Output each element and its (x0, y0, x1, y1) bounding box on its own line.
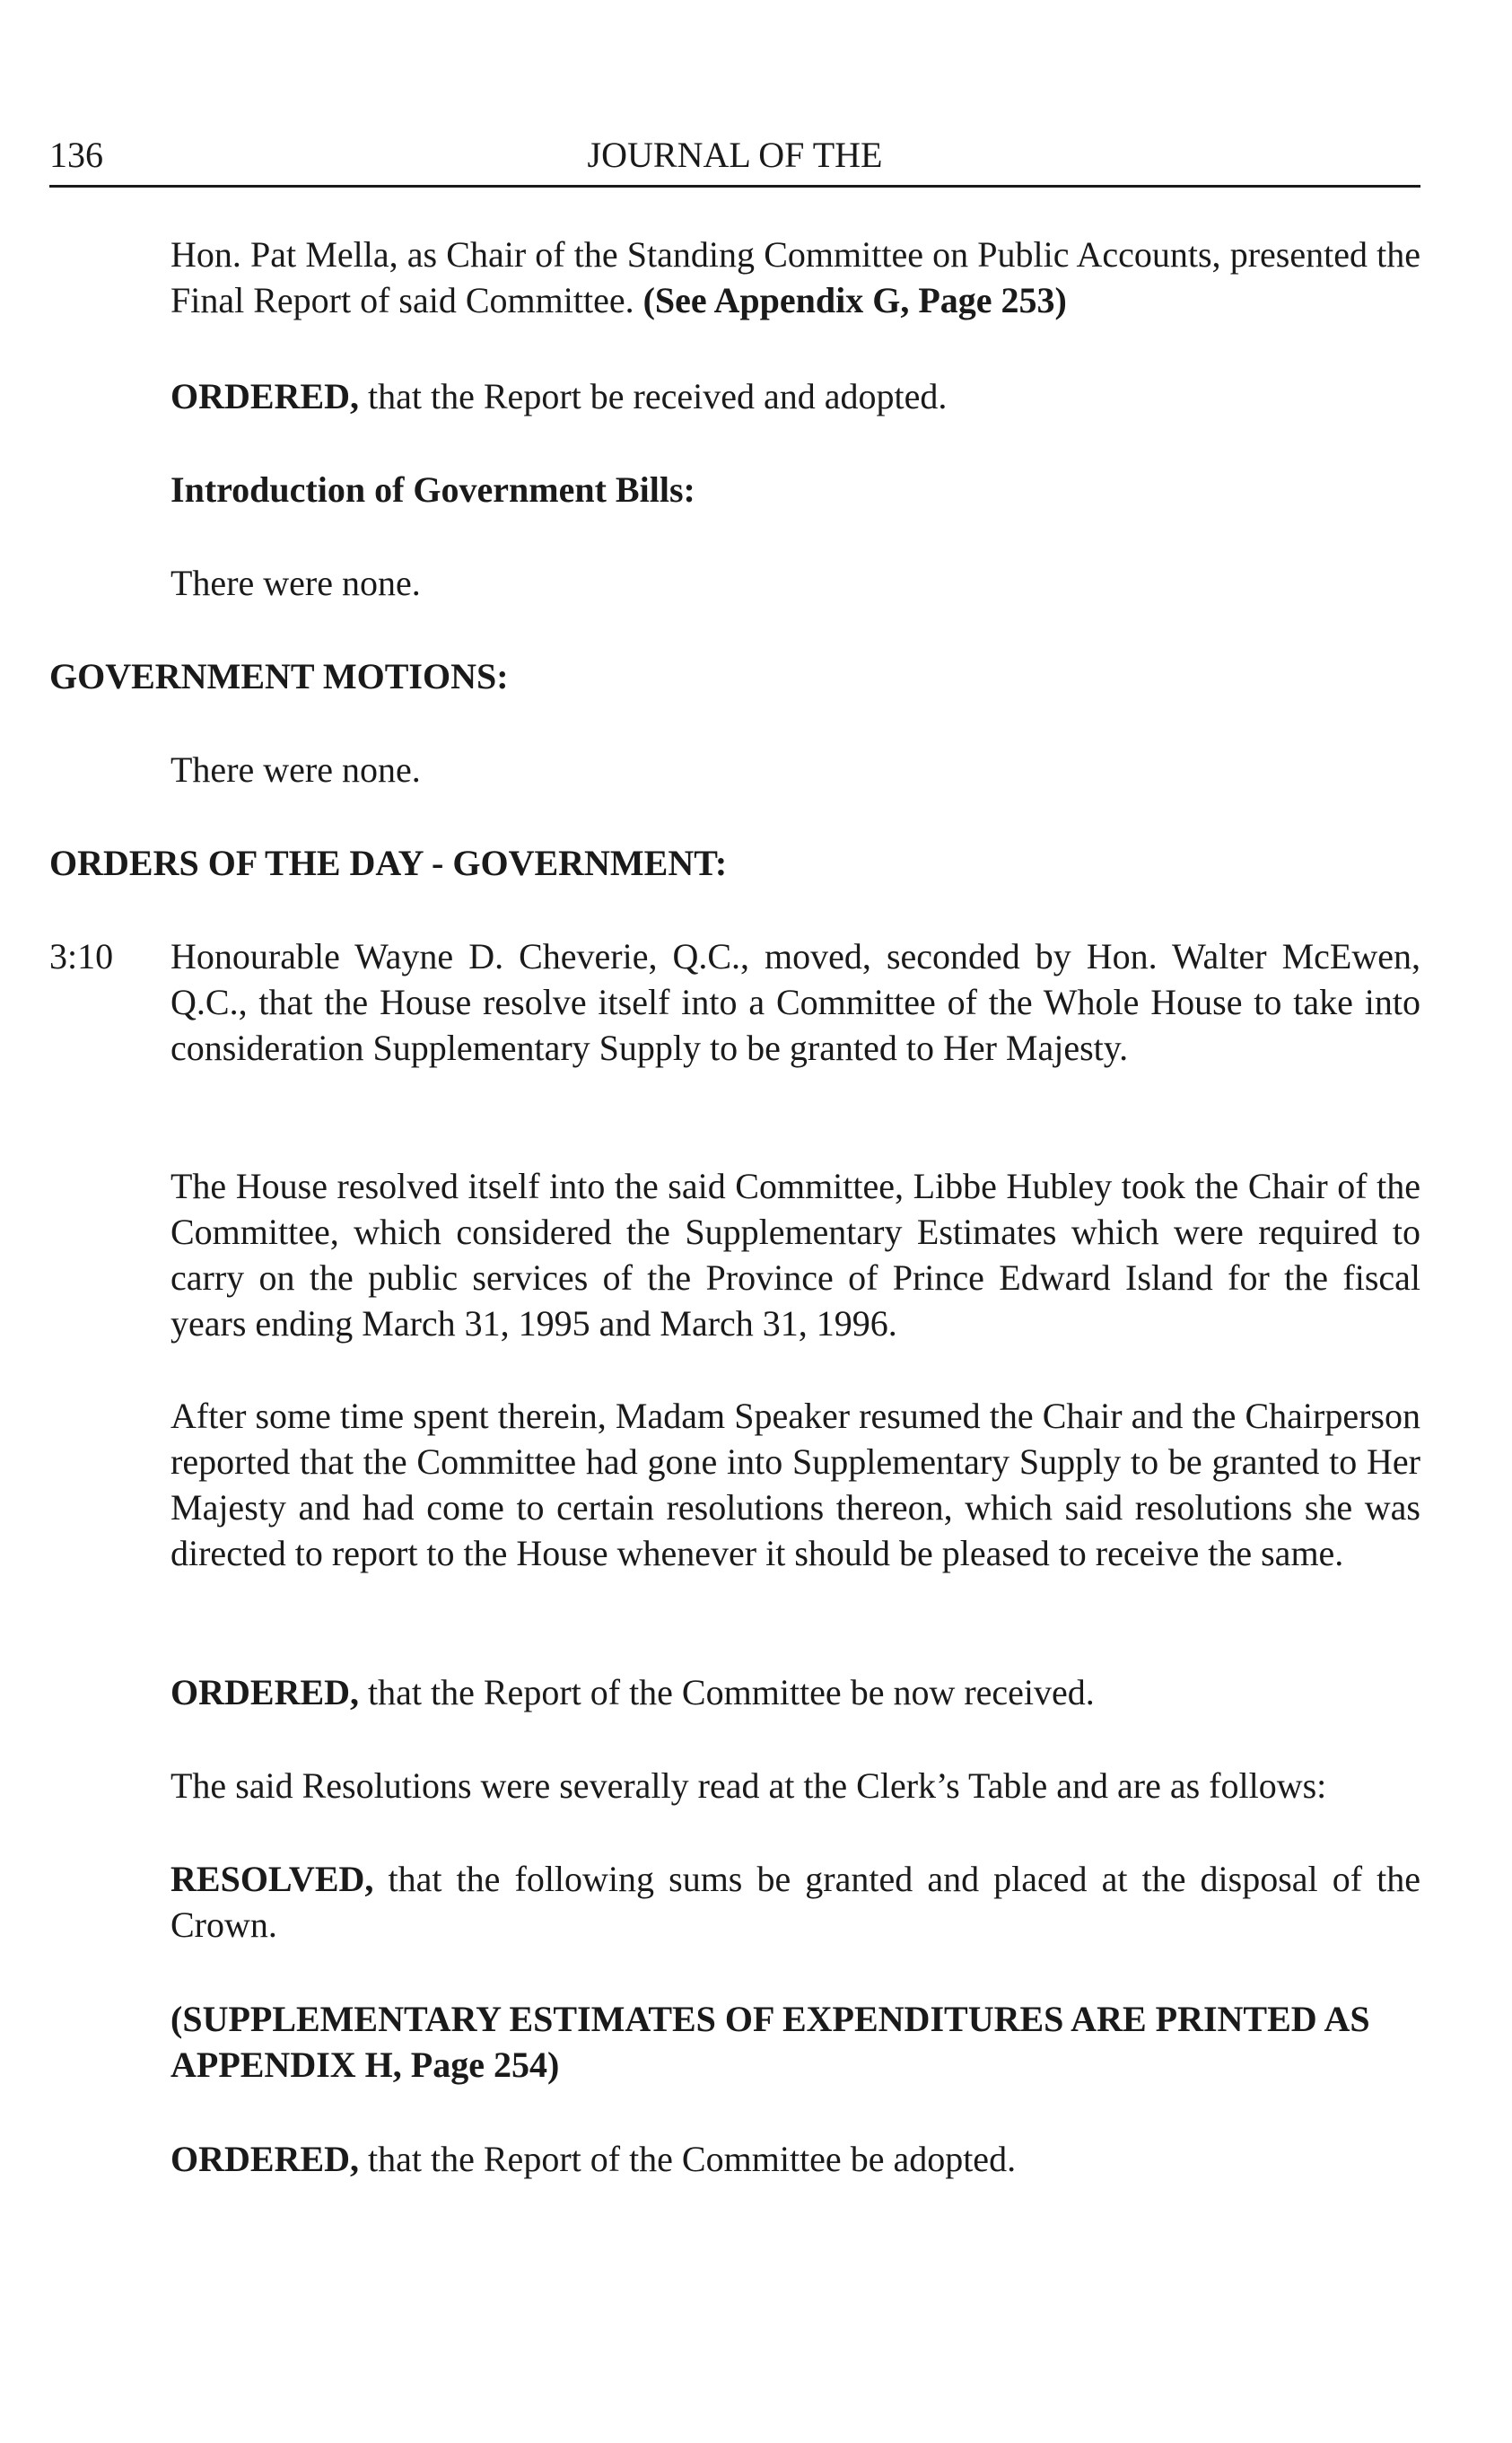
resolved-keyword: RESOLVED, (170, 1859, 374, 1899)
pat-mella-paragraph (170, 232, 1420, 323)
ordered-text: that the Report of the Committee be adopted. (359, 2139, 1017, 2179)
ordered-report-adopted-final-paragraph (170, 2136, 1420, 2182)
there-were-none-motions: There were none. (170, 749, 421, 790)
ordered-text: that the Report of the Committee be now received. (359, 1672, 1095, 1712)
introduction-of-government-bills-heading: Introduction of Government Bills: (170, 469, 695, 510)
ordered-report-received-paragraph (170, 1669, 1420, 1715)
page-header (49, 133, 1420, 188)
ordered-text: that the Report be received and adopted. (359, 376, 948, 416)
cheverie-motion-paragraph: Honourable Wayne D. Cheverie, Q.C., moved, seconded by Hon. Walter McEwen, Q.C., that the House resolve itself into a Committee of the Whole House to take into consideration Supplementary Supply to be granted to Her Majesty. (170, 936, 1420, 1068)
resolved-paragraph (170, 1856, 1420, 1948)
resolved-text: that the following sums be granted and placed at the disposal of the Crown. (170, 1859, 1420, 1945)
running-head: JOURNAL OF THE (587, 135, 883, 175)
ordered-keyword: ORDERED, (170, 376, 360, 416)
page-number: 136 (49, 135, 103, 175)
appendix-h-note: (SUPPLEMENTARY ESTIMATES OF EXPENDITURES ARE PRINTED AS APPENDIX H, Page 254) (170, 1999, 1370, 2085)
after-some-time-paragraph: After some time spent therein, Madam Speaker resumed the Chair and the Chairperson reported that the Committee had gone into Supplementary Supply to be granted to Her Majesty and had come to certain resolutions thereon, which said resolutions she was directed to report to the House whenever it should be pleased to receive the same. (170, 1396, 1420, 1573)
government-motions-heading: GOVERNMENT MOTIONS: (49, 656, 509, 696)
house-resolved-paragraph: The House resolved itself into the said Committee, Libbe Hubley took the Chair of the Committee, which considered the Supplementary Estimates which were required to carry on the public services of the Province of Prince Edward Island for the fiscal years ending March 31, 1995 and March 31, 1996. (170, 1166, 1420, 1344)
there-were-none-bills: There were none. (170, 563, 421, 603)
ordered-keyword: ORDERED, (170, 2139, 360, 2179)
ordered-report-adopted-paragraph (170, 373, 1420, 419)
pat-mella-text: Hon. Pat Mella, as Chair of the Standing Committee on Public Accounts, presented the Final Report of said Committee. (170, 234, 1420, 320)
ordered-keyword: ORDERED, (170, 1672, 360, 1712)
resolutions-read-paragraph: The said Resolutions were severally read at the Clerk’s Table and are as follows: (170, 1765, 1327, 1806)
appendix-g-reference: (See Appendix G, Page 253) (642, 280, 1067, 320)
orders-of-the-day-heading: ORDERS OF THE DAY - GOVERNMENT: (49, 843, 728, 883)
time-marker: 3:10 (49, 936, 114, 976)
